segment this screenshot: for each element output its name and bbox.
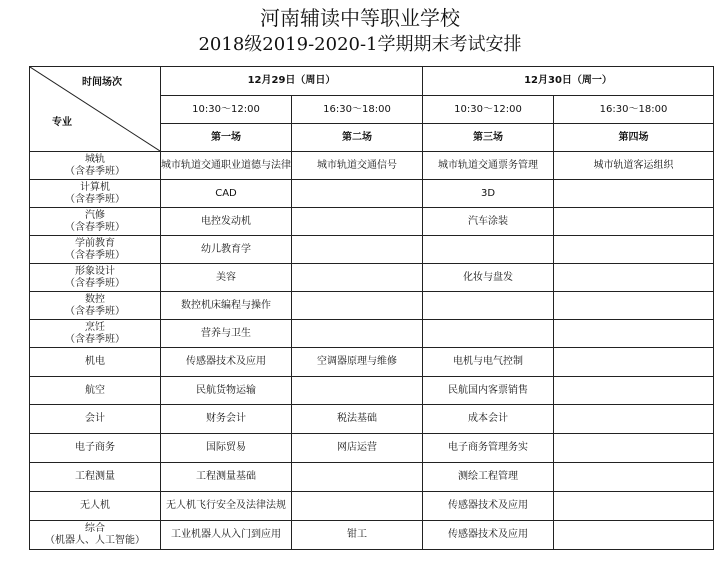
exam-subject-cell xyxy=(554,208,714,236)
major-note: （含春季班） xyxy=(65,333,125,345)
major-note: （含春季班） xyxy=(65,249,125,261)
table-row xyxy=(30,152,714,180)
major-name: 数控 xyxy=(85,293,105,305)
major-cell xyxy=(30,521,161,550)
exam-subject-cell: 钳工 xyxy=(292,521,423,550)
major-name: 航空 xyxy=(85,384,105,396)
exam-subject-cell xyxy=(292,180,423,208)
header-time: 10:30～12:00 xyxy=(161,96,292,124)
exam-subject-cell xyxy=(554,348,714,377)
major-name: 形象设计 xyxy=(75,265,115,277)
major-name: 无人机 xyxy=(80,500,110,511)
exam-subject-cell: 营养与卫生 xyxy=(161,320,292,348)
exam-subject-cell xyxy=(292,208,423,236)
exam-subject-cell: 传感器技术及应用 xyxy=(423,521,554,550)
exam-subject-cell: 财务会计 xyxy=(161,405,292,434)
major-name: 学前教育 xyxy=(75,237,115,249)
table-row xyxy=(30,320,714,348)
exam-subject-cell: 电控发动机 xyxy=(161,208,292,236)
table-row xyxy=(30,348,714,377)
exam-subject-cell xyxy=(423,236,554,264)
major-note: （含春季班） xyxy=(65,305,125,317)
exam-subject-cell: 城市轨道交通信号 xyxy=(292,152,423,180)
major-cell xyxy=(30,377,161,405)
exam-subject-cell xyxy=(554,377,714,405)
exam-subject-cell xyxy=(292,377,423,405)
exam-subject-cell: 传感器技术及应用 xyxy=(161,348,292,377)
major-name: 电子商务 xyxy=(75,442,115,453)
major-cell xyxy=(30,405,161,434)
exam-subject-cell: 城市轨道交通职业道德与法律 xyxy=(161,152,292,180)
major-cell xyxy=(30,208,161,236)
header-corner-cell xyxy=(30,67,161,152)
table-row xyxy=(30,264,714,292)
exam-subject-cell: 化妆与盘发 xyxy=(423,264,554,292)
table-row xyxy=(30,492,714,521)
header-time-session-label: 时间场次 xyxy=(82,77,122,88)
exam-subject-cell xyxy=(554,463,714,492)
major-name: 综合 xyxy=(85,523,105,534)
exam-subject-cell: 数控机床编程与操作 xyxy=(161,292,292,320)
exam-subject-cell: 空调器原理与维修 xyxy=(292,348,423,377)
exam-subject-cell: 工业机器人从入门到应用 xyxy=(161,521,292,550)
exam-subject-cell xyxy=(554,521,714,550)
major-name: 机电 xyxy=(85,356,105,367)
exam-subject-cell: 成本会计 xyxy=(423,405,554,434)
exam-subject-cell xyxy=(554,434,714,463)
major-note: （含春季班） xyxy=(65,221,125,233)
exam-subject-cell: 电子商务管理务实 xyxy=(423,434,554,463)
major-cell xyxy=(30,348,161,377)
header-major-label: 专业 xyxy=(52,117,72,128)
major-note: （含春季班） xyxy=(65,165,125,177)
table-row xyxy=(30,521,714,550)
major-name: 会计 xyxy=(85,413,105,424)
exam-subject-cell xyxy=(292,320,423,348)
table-row xyxy=(30,208,714,236)
major-cell xyxy=(30,292,161,320)
table-row xyxy=(30,180,714,208)
header-day-2: 12月30日（周一） xyxy=(423,67,714,96)
table-row xyxy=(30,292,714,320)
major-name: 烹饪 xyxy=(85,321,105,333)
exam-subject-cell xyxy=(292,292,423,320)
exam-subject-cell xyxy=(554,320,714,348)
table-row xyxy=(30,434,714,463)
exam-subtitle: 2018级2019-2020-1学期期末考试安排 xyxy=(198,34,522,55)
exam-subject-cell: 城市轨道交通票务管理 xyxy=(423,152,554,180)
exam-subject-cell: 传感器技术及应用 xyxy=(423,492,554,521)
major-cell xyxy=(30,492,161,521)
table-row xyxy=(30,377,714,405)
exam-subject-cell: 幼儿教育学 xyxy=(161,236,292,264)
exam-subject-cell: 国际贸易 xyxy=(161,434,292,463)
exam-subject-cell xyxy=(423,320,554,348)
exam-subject-cell: 电机与电气控制 xyxy=(423,348,554,377)
exam-subject-cell xyxy=(292,236,423,264)
major-name: 城轨 xyxy=(85,153,105,165)
table-row xyxy=(30,405,714,434)
exam-subject-cell xyxy=(292,492,423,521)
major-note: （机器人、人工智能） xyxy=(45,535,145,546)
exam-subject-cell xyxy=(554,236,714,264)
header-session: 第一场 xyxy=(161,124,292,152)
exam-subject-cell: 美容 xyxy=(161,264,292,292)
major-name: 工程测量 xyxy=(75,471,115,482)
header-time: 16:30～18:00 xyxy=(292,96,423,124)
exam-subject-cell xyxy=(292,463,423,492)
exam-subject-cell xyxy=(554,264,714,292)
major-cell xyxy=(30,236,161,264)
exam-subject-cell: 税法基础 xyxy=(292,405,423,434)
exam-subject-cell xyxy=(554,180,714,208)
school-title: 河南辅读中等职业学校 xyxy=(260,6,460,30)
exam-subject-cell: 网店运营 xyxy=(292,434,423,463)
header-time: 10:30～12:00 xyxy=(423,96,554,124)
exam-subject-cell xyxy=(292,264,423,292)
exam-subject-cell: 测绘工程管理 xyxy=(423,463,554,492)
major-cell xyxy=(30,152,161,180)
exam-subject-cell xyxy=(423,292,554,320)
major-name: 汽修 xyxy=(85,209,105,221)
exam-subject-cell: 3D xyxy=(423,180,554,208)
exam-subject-cell xyxy=(554,405,714,434)
header-day-1: 12月29日（周日） xyxy=(161,67,423,96)
table-row xyxy=(30,463,714,492)
exam-subject-cell: 民航国内客票销售 xyxy=(423,377,554,405)
exam-subject-cell: CAD xyxy=(161,180,292,208)
major-cell xyxy=(30,463,161,492)
exam-subject-cell xyxy=(554,492,714,521)
header-session: 第二场 xyxy=(292,124,423,152)
header-session: 第四场 xyxy=(554,124,714,152)
exam-subject-cell: 无人机飞行安全及法律法规 xyxy=(161,492,292,521)
header-time: 16:30～18:00 xyxy=(554,96,714,124)
major-name: 计算机 xyxy=(80,181,110,193)
major-note: （含春季班） xyxy=(65,193,125,205)
exam-subject-cell: 民航货物运输 xyxy=(161,377,292,405)
major-cell xyxy=(30,320,161,348)
exam-schedule-table xyxy=(29,66,714,550)
header-session: 第三场 xyxy=(423,124,554,152)
table-row xyxy=(30,236,714,264)
major-note: （含春季班） xyxy=(65,277,125,289)
major-cell xyxy=(30,180,161,208)
exam-subject-cell xyxy=(554,292,714,320)
major-cell xyxy=(30,434,161,463)
exam-subject-cell: 汽车涂装 xyxy=(423,208,554,236)
exam-subject-cell: 工程测量基础 xyxy=(161,463,292,492)
major-cell xyxy=(30,264,161,292)
exam-subject-cell: 城市轨道客运组织 xyxy=(554,152,714,180)
